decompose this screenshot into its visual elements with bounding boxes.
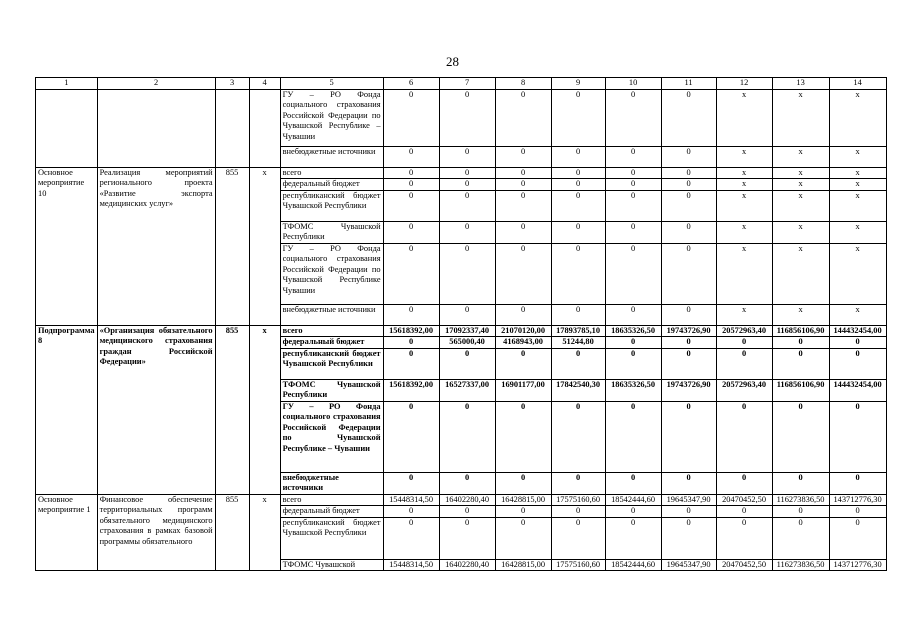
amount-cell: 0 bbox=[495, 506, 551, 518]
amount-cell: х bbox=[772, 221, 829, 243]
column-header: 9 bbox=[551, 78, 605, 90]
amount-cell: 0 bbox=[772, 472, 829, 494]
amount-cell: 0 bbox=[383, 179, 439, 191]
amount-cell: 0 bbox=[772, 401, 829, 472]
amount-cell: 0 bbox=[439, 167, 495, 179]
column-header: 5 bbox=[280, 78, 383, 90]
amount-cell: 0 bbox=[383, 517, 439, 559]
amount-cell: 0 bbox=[716, 472, 772, 494]
measure-description: «Организация обязательного медицинского страхования граждан Российской Федерации» bbox=[97, 325, 215, 494]
column-header: 11 bbox=[661, 78, 716, 90]
amount-cell: 0 bbox=[383, 167, 439, 179]
amount-cell: 0 bbox=[605, 348, 661, 379]
amount-cell: 0 bbox=[716, 348, 772, 379]
amount-cell: 0 bbox=[605, 243, 661, 304]
amount-cell: 0 bbox=[551, 190, 605, 221]
funding-source: ТФОМС Чувашской Республики bbox=[280, 379, 383, 401]
amount-cell: 16428815,00 bbox=[495, 559, 551, 571]
amount-cell: х bbox=[829, 243, 886, 304]
amount-cell: 0 bbox=[439, 506, 495, 518]
amount-cell: 0 bbox=[605, 472, 661, 494]
measure-description: Финансовое обеспечение территориальных программ обязательного медицинского страхования в рамках базовой программы обязательного bbox=[97, 494, 215, 571]
column-header: 2 bbox=[97, 78, 215, 90]
amount-cell: 17893785,10 bbox=[551, 325, 605, 337]
amount-cell: 16901177,00 bbox=[495, 379, 551, 401]
amount-cell: 0 bbox=[383, 337, 439, 349]
amount-cell: х bbox=[829, 304, 886, 325]
amount-cell: 0 bbox=[605, 337, 661, 349]
amount-cell: 0 bbox=[495, 179, 551, 191]
amount-cell: х bbox=[772, 243, 829, 304]
amount-cell: 0 bbox=[605, 517, 661, 559]
amount-cell: 19743726,90 bbox=[661, 325, 716, 337]
amount-cell: 0 bbox=[661, 146, 716, 167]
amount-cell: 0 bbox=[495, 243, 551, 304]
amount-cell: 0 bbox=[605, 167, 661, 179]
column-header: 8 bbox=[495, 78, 551, 90]
amount-cell: 0 bbox=[383, 472, 439, 494]
amount-cell: 17092337,40 bbox=[439, 325, 495, 337]
amount-cell: 0 bbox=[551, 517, 605, 559]
amount-cell: 16402280,40 bbox=[439, 494, 495, 506]
amount-cell: х bbox=[772, 167, 829, 179]
amount-cell: 0 bbox=[605, 304, 661, 325]
amount-cell: 0 bbox=[383, 221, 439, 243]
amount-cell: 0 bbox=[716, 517, 772, 559]
amount-cell: 0 bbox=[383, 348, 439, 379]
amount-cell: х bbox=[716, 304, 772, 325]
amount-cell: 0 bbox=[551, 472, 605, 494]
amount-cell: 0 bbox=[551, 179, 605, 191]
column-header: 12 bbox=[716, 78, 772, 90]
amount-cell: 0 bbox=[439, 221, 495, 243]
funding-source: ТФОМС Чувашской Республики bbox=[280, 221, 383, 243]
amount-cell: 15448314,50 bbox=[383, 494, 439, 506]
table-row bbox=[36, 89, 887, 146]
budget-table bbox=[35, 77, 887, 571]
column-header: 10 bbox=[605, 78, 661, 90]
amount-cell: 16428815,00 bbox=[495, 494, 551, 506]
amount-cell: 116273836,50 bbox=[772, 559, 829, 571]
amount-cell: 18635326,50 bbox=[605, 325, 661, 337]
amount-cell: 0 bbox=[383, 506, 439, 518]
amount-cell: 19645347,90 bbox=[661, 494, 716, 506]
funding-source: всего bbox=[280, 325, 383, 337]
measure-description: Реализация мероприятий регионального проекта «Развитие экспорта медицинских услуг» bbox=[97, 167, 215, 325]
amount-cell: 4168943,00 bbox=[495, 337, 551, 349]
amount-cell: 144432454,00 bbox=[829, 325, 886, 337]
amount-cell: х bbox=[829, 190, 886, 221]
grbs-code bbox=[215, 89, 249, 167]
funding-source: ГУ – РО Фонда социального страхования Российской Федерации по Чувашской Республике Чувашии bbox=[280, 243, 383, 304]
amount-cell: 0 bbox=[495, 190, 551, 221]
amount-cell: 143712776,30 bbox=[829, 559, 886, 571]
measure-title: Основное мероприятие 1 bbox=[36, 494, 98, 571]
amount-cell: 0 bbox=[829, 506, 886, 518]
amount-cell: 0 bbox=[605, 146, 661, 167]
amount-cell: 51244,80 bbox=[551, 337, 605, 349]
amount-cell: 0 bbox=[661, 348, 716, 379]
amount-cell: 0 bbox=[829, 348, 886, 379]
amount-cell: х bbox=[716, 167, 772, 179]
amount-cell: 0 bbox=[495, 146, 551, 167]
funding-source: федеральный бюджет bbox=[280, 179, 383, 191]
amount-cell: 0 bbox=[439, 401, 495, 472]
funding-source: ТФОМС Чувашской bbox=[280, 559, 383, 571]
section-code bbox=[249, 89, 280, 167]
amount-cell: 0 bbox=[383, 190, 439, 221]
amount-cell: 0 bbox=[495, 167, 551, 179]
amount-cell: 0 bbox=[383, 89, 439, 146]
column-header: 1 bbox=[36, 78, 98, 90]
funding-source: ГУ – РО Фонда социального страхования Российской Федерации по Чувашской Республике – Чувашии bbox=[280, 401, 383, 472]
amount-cell: 0 bbox=[495, 401, 551, 472]
amount-cell: 0 bbox=[661, 167, 716, 179]
amount-cell: 0 bbox=[716, 401, 772, 472]
amount-cell: 0 bbox=[605, 506, 661, 518]
grbs-code: 855 bbox=[215, 167, 249, 325]
amount-cell: 21070120,00 bbox=[495, 325, 551, 337]
amount-cell: 144432454,00 bbox=[829, 379, 886, 401]
column-header: 4 bbox=[249, 78, 280, 90]
amount-cell: 0 bbox=[661, 472, 716, 494]
amount-cell: 0 bbox=[551, 243, 605, 304]
table-row bbox=[36, 494, 887, 506]
amount-cell: 18542444,60 bbox=[605, 494, 661, 506]
amount-cell: 0 bbox=[829, 472, 886, 494]
amount-cell: 0 bbox=[605, 179, 661, 191]
amount-cell: 0 bbox=[495, 221, 551, 243]
amount-cell: х bbox=[716, 146, 772, 167]
amount-cell: 17842540,30 bbox=[551, 379, 605, 401]
amount-cell: 20470452,50 bbox=[716, 494, 772, 506]
amount-cell: 0 bbox=[495, 89, 551, 146]
amount-cell: 0 bbox=[551, 304, 605, 325]
table-body bbox=[36, 78, 887, 571]
funding-source: внебюджетные источники bbox=[280, 472, 383, 494]
amount-cell: 0 bbox=[772, 506, 829, 518]
column-header: 6 bbox=[383, 78, 439, 90]
amount-cell: 0 bbox=[829, 517, 886, 559]
amount-cell: 0 bbox=[605, 221, 661, 243]
amount-cell: 0 bbox=[772, 337, 829, 349]
amount-cell: х bbox=[829, 179, 886, 191]
amount-cell: 0 bbox=[605, 401, 661, 472]
section-code: х bbox=[249, 494, 280, 571]
amount-cell: 0 bbox=[383, 146, 439, 167]
amount-cell: 0 bbox=[772, 517, 829, 559]
grbs-code: 855 bbox=[215, 494, 249, 571]
column-number-row bbox=[36, 78, 887, 90]
funding-source: всего bbox=[280, 494, 383, 506]
page-number: 28 bbox=[446, 54, 459, 69]
amount-cell: 0 bbox=[551, 146, 605, 167]
amount-cell: 0 bbox=[661, 304, 716, 325]
table-row bbox=[36, 167, 887, 179]
amount-cell: 0 bbox=[439, 304, 495, 325]
funding-source: ГУ – РО Фонда социального страхования Российской Федерации по Чувашской Республике – Чувашии bbox=[280, 89, 383, 146]
measure-title: Основное мероприятие 10 bbox=[36, 167, 98, 325]
amount-cell: х bbox=[829, 221, 886, 243]
amount-cell: 0 bbox=[495, 472, 551, 494]
column-header: 3 bbox=[215, 78, 249, 90]
amount-cell: 0 bbox=[439, 348, 495, 379]
amount-cell: 19743726,90 bbox=[661, 379, 716, 401]
amount-cell: 565000,40 bbox=[439, 337, 495, 349]
column-header: 14 bbox=[829, 78, 886, 90]
amount-cell: 0 bbox=[495, 304, 551, 325]
amount-cell: 0 bbox=[551, 167, 605, 179]
amount-cell: 0 bbox=[383, 401, 439, 472]
amount-cell: 18542444,60 bbox=[605, 559, 661, 571]
amount-cell: х bbox=[716, 89, 772, 146]
amount-cell: 0 bbox=[661, 401, 716, 472]
funding-source: федеральный бюджет bbox=[280, 506, 383, 518]
amount-cell: 20470452,50 bbox=[716, 559, 772, 571]
amount-cell: 0 bbox=[551, 89, 605, 146]
grbs-code: 855 bbox=[215, 325, 249, 494]
amount-cell: 0 bbox=[716, 506, 772, 518]
section-code: х bbox=[249, 325, 280, 494]
amount-cell: х bbox=[772, 179, 829, 191]
column-header: 13 bbox=[772, 78, 829, 90]
amount-cell: 0 bbox=[772, 348, 829, 379]
amount-cell: 15618392,00 bbox=[383, 325, 439, 337]
amount-cell: 0 bbox=[605, 190, 661, 221]
amount-cell: 0 bbox=[605, 89, 661, 146]
amount-cell: 0 bbox=[439, 243, 495, 304]
measure-title bbox=[36, 89, 98, 167]
amount-cell: 17575160,60 bbox=[551, 559, 605, 571]
section-code: х bbox=[249, 167, 280, 325]
amount-cell: 116856106,90 bbox=[772, 325, 829, 337]
amount-cell: 0 bbox=[661, 221, 716, 243]
funding-source: внебюджетные источники bbox=[280, 304, 383, 325]
amount-cell: 16527337,00 bbox=[439, 379, 495, 401]
amount-cell: х bbox=[716, 243, 772, 304]
amount-cell: 0 bbox=[439, 472, 495, 494]
amount-cell: 18635326,50 bbox=[605, 379, 661, 401]
amount-cell: 0 bbox=[383, 304, 439, 325]
amount-cell: 0 bbox=[551, 401, 605, 472]
amount-cell: 0 bbox=[661, 517, 716, 559]
table-row bbox=[36, 325, 887, 337]
amount-cell: х bbox=[772, 304, 829, 325]
amount-cell: 0 bbox=[829, 337, 886, 349]
amount-cell: 0 bbox=[661, 190, 716, 221]
amount-cell: 0 bbox=[439, 190, 495, 221]
amount-cell: 0 bbox=[661, 179, 716, 191]
amount-cell: 0 bbox=[439, 179, 495, 191]
amount-cell: 0 bbox=[661, 89, 716, 146]
amount-cell: 0 bbox=[495, 348, 551, 379]
funding-source: всего bbox=[280, 167, 383, 179]
measure-title: Подпрограмма 8 bbox=[36, 325, 98, 494]
amount-cell: 0 bbox=[716, 337, 772, 349]
amount-cell: 20572963,40 bbox=[716, 325, 772, 337]
amount-cell: 143712776,30 bbox=[829, 494, 886, 506]
amount-cell: х bbox=[829, 167, 886, 179]
amount-cell: х bbox=[716, 190, 772, 221]
amount-cell: 0 bbox=[551, 221, 605, 243]
amount-cell: 116273836,50 bbox=[772, 494, 829, 506]
amount-cell: х bbox=[829, 89, 886, 146]
amount-cell: 15448314,50 bbox=[383, 559, 439, 571]
amount-cell: 116856106,90 bbox=[772, 379, 829, 401]
amount-cell: 0 bbox=[551, 348, 605, 379]
amount-cell: х bbox=[716, 221, 772, 243]
funding-source: внебюджетные источники bbox=[280, 146, 383, 167]
amount-cell: 0 bbox=[661, 243, 716, 304]
amount-cell: 0 bbox=[383, 243, 439, 304]
amount-cell: 0 bbox=[661, 337, 716, 349]
amount-cell: 15618392,00 bbox=[383, 379, 439, 401]
amount-cell: 17575160,60 bbox=[551, 494, 605, 506]
funding-source: федеральный бюджет bbox=[280, 337, 383, 349]
amount-cell: 0 bbox=[439, 89, 495, 146]
amount-cell: х bbox=[716, 179, 772, 191]
amount-cell: 0 bbox=[829, 401, 886, 472]
amount-cell: 0 bbox=[495, 517, 551, 559]
amount-cell: 20572963,40 bbox=[716, 379, 772, 401]
amount-cell: 19645347,90 bbox=[661, 559, 716, 571]
amount-cell: 0 bbox=[439, 517, 495, 559]
funding-source: республиканский бюджет Чувашской Республики bbox=[280, 190, 383, 221]
amount-cell: х bbox=[829, 146, 886, 167]
funding-source: республиканский бюджет Чувашской Республики bbox=[280, 517, 383, 559]
amount-cell: 0 bbox=[551, 506, 605, 518]
amount-cell: 16402280,40 bbox=[439, 559, 495, 571]
column-header: 7 bbox=[439, 78, 495, 90]
funding-source: республиканский бюджет Чувашской Республики bbox=[280, 348, 383, 379]
measure-description bbox=[97, 89, 215, 167]
amount-cell: 0 bbox=[439, 146, 495, 167]
amount-cell: х bbox=[772, 190, 829, 221]
amount-cell: х bbox=[772, 146, 829, 167]
amount-cell: 0 bbox=[661, 506, 716, 518]
amount-cell: х bbox=[772, 89, 829, 146]
